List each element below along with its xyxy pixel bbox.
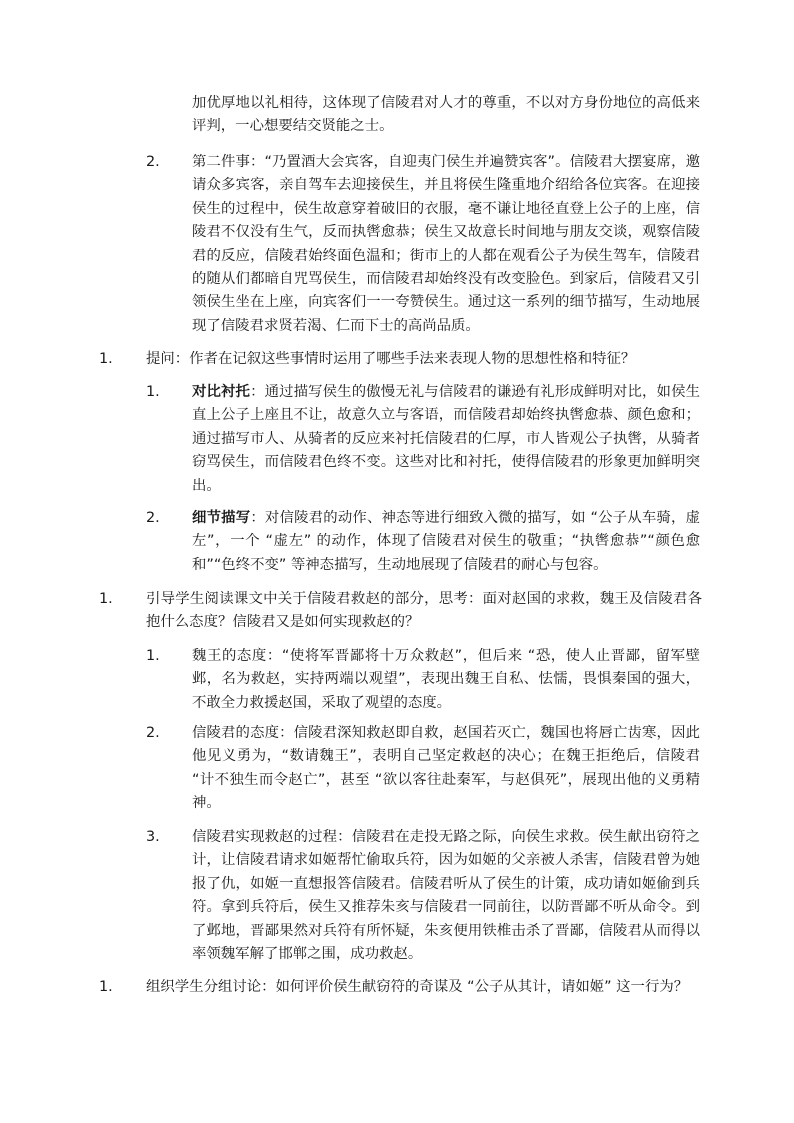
item-text: 信陵君的态度：信陵君深知救赵即自救，赵国若灭亡，魏国也将唇亡齿寒，因此他见义勇为，“数请魏王”，表明自己坚定救赵的决心；在魏王拒绝后，信陵君 “计不独生而令赵亡”，甚至 “欲以客往赴秦军，与赵俱死”，展现出他的义勇精神。 <box>192 725 700 812</box>
item-text: 魏王的态度：“使将军晋鄙将十万众救赵”，但后来 “恐，使人止晋鄙，留军壁邺，名为救赵，实持两端以观望”，表现出魏王自私、怯懦，畏惧秦国的强大，不敢全力救援赵国，采取了观望的态度。 <box>192 648 700 711</box>
item-number: 3. <box>146 829 160 845</box>
term-detail: 细节描写 <box>192 510 251 526</box>
item-text: 提问：作者在记叙这些事情时运用了哪些手法来表现人物的思想性格和特征？ <box>146 351 636 367</box>
item-text <box>192 381 700 498</box>
item-text: 组织学生分组讨论：如何评价侯生献窃符的奇谋及 “公子从其计，请如姬” 这一行为？ <box>146 979 689 995</box>
item-number: 1. <box>99 979 113 995</box>
item-number: 1. <box>146 648 160 664</box>
term-explanation: ：对信陵君的动作、神态等进行细致入微的描写，如 “公子从车骑，虚左”，一个 “虚左” 的动作，体现了信陵君对侯生的敬重；“执辔愈恭”“颜色愈和”“色终不变” 等神态描写，生动地展现了信陵君的耐心与包容。 <box>192 510 700 573</box>
item-number: 1. <box>146 384 160 400</box>
item-text: 信陵君实现救赵的过程：信陵君在走投无路之际，向侯生求救。侯生献出窃符之计，让信陵君请求如姬帮忙偷取兵符，因为如姬的父亲被人杀害，信陵君曾为她报了仇，如姬一直想报答信陵君。信陵君听从了侯生的计策，成功请如姬偷到兵符。拿到兵符后，侯生又推荐朱亥与信陵君一同前往，以防晋鄙不听从命令。到了邺地，晋鄙果然对兵符有所怀疑，朱亥便用铁椎击杀了晋鄙，信陵君从而得以率领魏军解了邯郸之围，成功救赵。 <box>192 829 700 963</box>
item-number: 1. <box>99 351 113 367</box>
paragraph-text: 加优厚地以礼相待，这体现了信陵君对人才的尊重，不以对方身份地位的高低来评判，一心想要结交贤能之士。 <box>192 95 700 135</box>
item-text: 引导学生阅读课文中关于信陵君救赵的部分，思考：面对赵国的求救，魏王及信陵君各抱什么态度？信陵君又是如何实现救赵的？ <box>146 591 702 631</box>
item-number: 2. <box>146 154 160 170</box>
item-number: 2. <box>146 725 160 741</box>
term-contrast: 对比衬托 <box>192 384 251 400</box>
item-number: 2. <box>146 510 160 526</box>
item-text: 第二件事：“乃置酒大会宾客，自迎夷门侯生并遍赞宾客”。信陵君大摆宴席，邀请众多宾客，亲自驾车去迎接侯生，并且将侯生隆重地介绍给各位宾客。在迎接侯生的过程中，侯生故意穿着破旧的衣服，毫不谦让地径直登上公子的上座，信陵君不仅没有生气，反而执辔愈恭；侯生又故意长时间地与朋友交谈，观察信陵君的反应，信陵君始终面色温和；街市上的人都在观看公子为侯生驾车，信陵君的随从们都暗自咒骂侯生，而信陵君却始终没有改变脸色。到家后，信陵君又引领侯生坐在上座，向宾客们一一夸赞侯生。通过这一系列的细节描写，生动地展现了信陵君求贤若渴、仁而下士的高尚品质。 <box>192 154 700 334</box>
term-explanation: ：通过描写侯生的傲慢无礼与信陵君的谦逊有礼形成鲜明对比，如侯生直上公子上座且不让，故意久立与客语，而信陵君却始终执辔愈恭、颜色愈和；通过描写市人、从骑者的反应来衬托信陵君的仁厚，市人皆观公子执辔，从骑者窃骂侯生，而信陵君色终不变。这些对比和衬托，使得信陵君的形象更加鲜明突出。 <box>192 384 700 494</box>
item-number: 1. <box>99 591 113 607</box>
item-text <box>192 507 700 577</box>
